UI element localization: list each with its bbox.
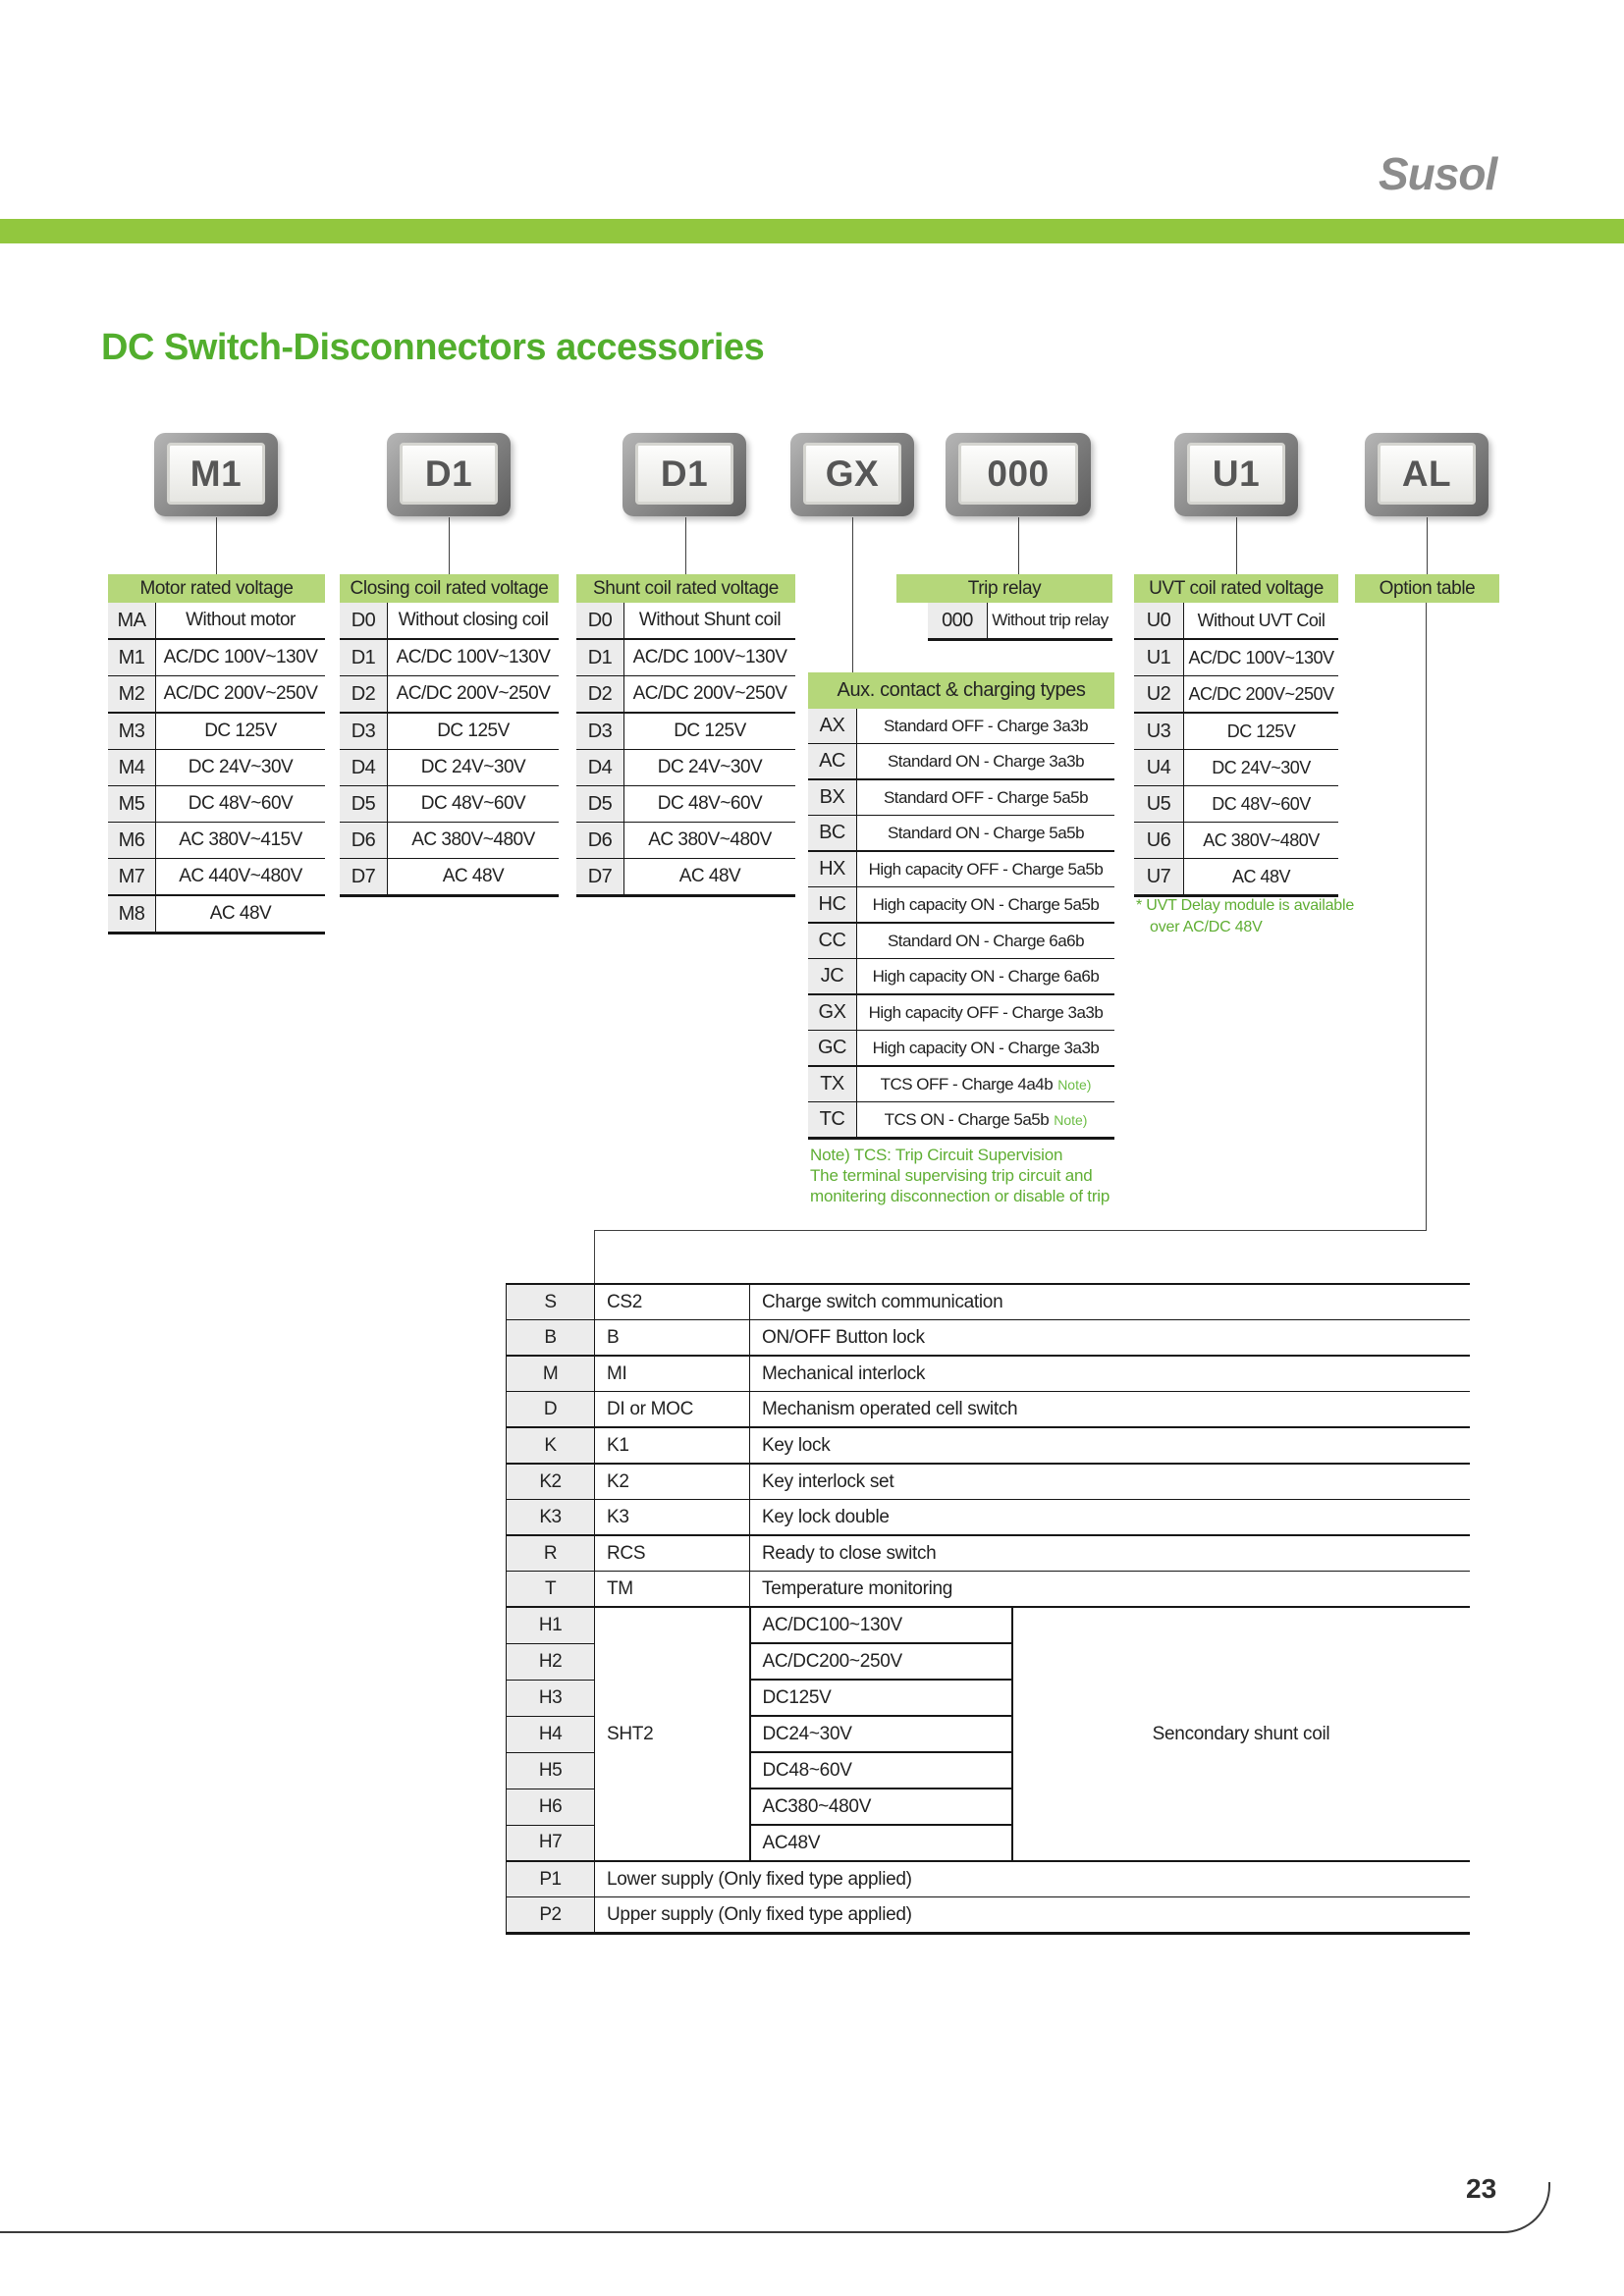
- tcs-note-line: The terminal supervising trip circuit and: [810, 1166, 1093, 1185]
- keycap-motor: [154, 433, 278, 516]
- row-code: M7: [108, 859, 156, 894]
- option-volt-cell: DC48~60V: [750, 1752, 1012, 1789]
- option-volt-cell: AC/DC200~250V: [750, 1643, 1012, 1680]
- table-row: [576, 714, 795, 750]
- row-code: M8: [108, 896, 156, 932]
- row-code: D5: [576, 786, 624, 822]
- row-code: M6: [108, 823, 156, 858]
- row-code: D3: [576, 714, 624, 749]
- table-row: [1134, 603, 1338, 640]
- table-row: [576, 750, 795, 786]
- option-abbr-cell: MI: [595, 1356, 750, 1392]
- option-code-cell: P1: [507, 1861, 595, 1897]
- table-row: [808, 1102, 1114, 1140]
- option-desc-cell: Key lock: [750, 1427, 1470, 1464]
- row-value: AC/DC 100V~130V: [396, 647, 551, 667]
- option-row: [507, 1464, 1470, 1500]
- keycap-label: D1: [424, 453, 473, 494]
- row-value: Standard ON - Charge 6a6b: [887, 931, 1085, 950]
- row-code: D2: [576, 676, 624, 712]
- row-value: Without closing coil: [398, 610, 549, 630]
- keycap-aux-contact: [790, 433, 914, 516]
- tcs-note-line: monitering disconnection or disable of trip: [810, 1187, 1110, 1205]
- option-code-cell: D: [507, 1392, 595, 1428]
- table-row: [108, 786, 325, 823]
- row-code: M1: [108, 640, 156, 675]
- option-code-cell: H3: [507, 1680, 595, 1716]
- connector-line: [594, 1230, 1427, 1231]
- table-row: [808, 709, 1114, 744]
- option-code-cell: H4: [507, 1716, 595, 1752]
- table-row: [576, 823, 795, 859]
- row-value: AC/DC 200V~250V: [632, 683, 787, 704]
- row-code: AC: [808, 744, 857, 778]
- row-value: Standard OFF - Charge 5a5b: [883, 787, 1089, 807]
- table-row: [340, 750, 559, 786]
- option-table-grid: [506, 1283, 1470, 1935]
- option-code-cell: H5: [507, 1752, 595, 1789]
- option-row: [507, 1284, 1470, 1320]
- uvt-note-line: over AC/DC 48V: [1150, 919, 1263, 935]
- row-value: TCS ON - Charge 5a5b Note): [884, 1109, 1088, 1129]
- trip-relay-table-header: Trip relay: [896, 574, 1112, 603]
- option-code-cell: T: [507, 1572, 595, 1608]
- option-pdesc-cell: Upper supply (Only fixed type applied): [595, 1897, 1470, 1934]
- row-value: Without trip relay: [992, 611, 1109, 629]
- table-row: [808, 1031, 1114, 1067]
- row-code: U6: [1134, 823, 1184, 858]
- row-code: TC: [808, 1102, 857, 1137]
- row-value: High capacity OFF - Charge 3a3b: [868, 1002, 1104, 1022]
- connector-line: [1018, 517, 1019, 574]
- option-desc-cell: Key lock double: [750, 1500, 1470, 1536]
- row-code: D7: [340, 859, 388, 894]
- option-desc-cell: Temperature monitoring: [750, 1572, 1470, 1608]
- row-code: D4: [576, 750, 624, 785]
- row-value: Standard ON - Charge 3a3b: [887, 751, 1085, 771]
- row-value: DC 48V~60V: [420, 793, 526, 814]
- option-code-cell: H2: [507, 1643, 595, 1680]
- aux-contact-table-header: Aux. contact & charging types: [808, 672, 1114, 709]
- table-row: [1134, 750, 1338, 786]
- option-row: [507, 1535, 1470, 1572]
- row-value: Without Shunt coil: [638, 610, 782, 630]
- row-code: U2: [1134, 676, 1184, 712]
- keycap-label: 000: [987, 453, 1050, 494]
- connector-line: [1236, 517, 1237, 574]
- uvt-note: [1136, 895, 1354, 938]
- option-volt-cell: AC48V: [750, 1825, 1012, 1861]
- row-value: Standard ON - Charge 5a5b: [887, 823, 1085, 842]
- row-code: U1: [1134, 640, 1184, 675]
- table-row: [1134, 714, 1338, 750]
- table-row: [808, 744, 1114, 780]
- table-row: [340, 823, 559, 859]
- row-value: AC 48V: [678, 866, 741, 886]
- row-code: TX: [808, 1067, 857, 1101]
- keycap-face: [400, 443, 498, 505]
- row-value: AC 440V~480V: [179, 866, 302, 886]
- option-abbr-cell: K1: [595, 1427, 750, 1464]
- row-code: GX: [808, 995, 857, 1030]
- option-row: [507, 1320, 1470, 1357]
- tcs-note: [810, 1145, 1110, 1206]
- table-row: [928, 603, 1112, 641]
- row-value: Standard OFF - Charge 3a3b: [883, 716, 1089, 735]
- shunt-coil-table-rows: [576, 603, 795, 897]
- option-abbr-cell: RCS: [595, 1535, 750, 1572]
- row-code: U7: [1134, 859, 1184, 894]
- closing-coil-table-header: Closing coil rated voltage: [340, 574, 559, 603]
- option-pdesc-cell: Lower supply (Only fixed type applied): [595, 1861, 1470, 1897]
- table-row: [1134, 676, 1338, 714]
- row-value: AC/DC 100V~130V: [632, 647, 787, 667]
- table-row: [340, 603, 559, 640]
- row-value: DC 125V: [204, 721, 277, 741]
- row-code: D1: [576, 640, 624, 675]
- shunt-coil-table-header: Shunt coil rated voltage: [576, 574, 795, 603]
- table-row: [1134, 786, 1338, 823]
- option-abbr-cell: K2: [595, 1464, 750, 1500]
- option-code-cell: K3: [507, 1500, 595, 1536]
- row-code: D0: [340, 603, 388, 638]
- table-row: [340, 786, 559, 823]
- table-row: [808, 780, 1114, 816]
- keycap-label: U1: [1212, 453, 1261, 494]
- keycap-closing-coil: [387, 433, 511, 516]
- table-row: [108, 676, 325, 714]
- row-code: GC: [808, 1031, 857, 1065]
- row-value: High capacity ON - Charge 3a3b: [872, 1038, 1100, 1057]
- row-code: D7: [576, 859, 624, 894]
- table-row: [108, 823, 325, 859]
- option-desc-cell: Key interlock set: [750, 1464, 1470, 1500]
- row-code: HX: [808, 852, 857, 886]
- row-value: DC 24V~30V: [420, 757, 526, 777]
- table-row: [576, 859, 795, 897]
- keycap-option: [1365, 433, 1489, 516]
- option-abbr-cell: DI or MOC: [595, 1392, 750, 1428]
- connector-line: [449, 517, 450, 574]
- option-row: [507, 1392, 1470, 1428]
- table-row: [808, 959, 1114, 995]
- row-value: DC 125V: [437, 721, 510, 741]
- keycap-face: [1187, 443, 1285, 505]
- table-row: [576, 603, 795, 640]
- connector-line: [685, 517, 686, 574]
- table-row: [808, 924, 1114, 959]
- uvt-coil-table-header: UVT coil rated voltage: [1134, 574, 1338, 603]
- row-value: AC 48V: [442, 866, 505, 886]
- keycap-label: D1: [660, 453, 709, 494]
- option-code-cell: K2: [507, 1464, 595, 1500]
- row-code: D6: [576, 823, 624, 858]
- option-row: [507, 1897, 1470, 1934]
- option-code-cell: R: [507, 1535, 595, 1572]
- row-value: AC/DC 100V~130V: [163, 647, 318, 667]
- option-row: [507, 1500, 1470, 1536]
- keycap-face: [958, 443, 1078, 505]
- row-code: D5: [340, 786, 388, 822]
- table-row: [808, 1067, 1114, 1102]
- row-code: D3: [340, 714, 388, 749]
- option-desc-cell: Charge switch communication: [750, 1284, 1470, 1320]
- table-row: [576, 676, 795, 714]
- row-value: DC 24V~30V: [657, 757, 763, 777]
- page-number: 23: [1466, 2173, 1497, 2204]
- table-row: [340, 859, 559, 897]
- row-code: JC: [808, 959, 857, 993]
- trip-relay-table-rows: [928, 603, 1112, 641]
- option-abbr-cell: SHT2: [595, 1607, 750, 1861]
- table-row: [108, 896, 325, 934]
- row-code: 000: [928, 603, 988, 638]
- option-detail-table: [506, 1283, 1470, 1935]
- option-abbr-cell: B: [595, 1320, 750, 1357]
- row-code: M3: [108, 714, 156, 749]
- row-code: BX: [808, 780, 857, 815]
- option-table-header-bar: [1355, 574, 1499, 603]
- row-code: MA: [108, 603, 156, 638]
- connector-line: [216, 517, 217, 574]
- table-row: [808, 995, 1114, 1031]
- page-corner-rule: [0, 2182, 1550, 2233]
- option-code-cell: K: [507, 1427, 595, 1464]
- row-value: High capacity ON - Charge 6a6b: [872, 966, 1100, 986]
- option-desc-cell: Mechanical interlock: [750, 1356, 1470, 1392]
- shunt-coil-table: [576, 574, 795, 897]
- row-value: AC 380V~480V: [1203, 829, 1320, 850]
- keycap-face: [1378, 443, 1476, 505]
- row-value: TCS OFF - Charge 4a4b Note): [880, 1074, 1092, 1094]
- closing-coil-table-rows: [340, 603, 559, 897]
- table-row: [808, 887, 1114, 924]
- row-value: DC 125V: [1226, 721, 1296, 741]
- row-code: M5: [108, 786, 156, 822]
- table-row: [1134, 859, 1338, 897]
- row-code: HC: [808, 887, 857, 922]
- option-code-cell: P2: [507, 1897, 595, 1934]
- keycap-label: M1: [189, 453, 243, 494]
- connector-line: [1426, 603, 1427, 1231]
- option-code-cell: H1: [507, 1607, 595, 1643]
- row-value: AC/DC 200V~250V: [1188, 683, 1334, 704]
- note-marker: Note): [1054, 1111, 1088, 1128]
- option-code-cell: H7: [507, 1825, 595, 1861]
- motor-table-rows: [108, 603, 325, 934]
- table-row: [108, 714, 325, 750]
- keycap-shunt-coil: [623, 433, 746, 516]
- option-code-cell: B: [507, 1320, 595, 1357]
- keycap-label: GX: [825, 453, 880, 494]
- row-value: High capacity ON - Charge 5a5b: [872, 894, 1100, 914]
- row-code: U0: [1134, 603, 1184, 638]
- option-row: [507, 1607, 1470, 1643]
- row-value: Without UVT Coil: [1197, 610, 1326, 630]
- row-code: D0: [576, 603, 624, 638]
- closing-coil-table: [340, 574, 559, 897]
- option-abbr-cell: K3: [595, 1500, 750, 1536]
- connector-line: [1427, 517, 1428, 574]
- row-value: AC/DC 200V~250V: [163, 683, 318, 704]
- table-row: [340, 714, 559, 750]
- row-value: AC 380V~415V: [179, 829, 302, 850]
- note-marker: Note): [1057, 1076, 1092, 1093]
- row-value: High capacity OFF - Charge 5a5b: [868, 859, 1104, 879]
- keycap-trip-relay: [946, 433, 1091, 516]
- brand-logo: Susol: [1379, 148, 1497, 199]
- motor-table: [108, 574, 325, 934]
- table-row: [576, 786, 795, 823]
- option-abbr-cell: TM: [595, 1572, 750, 1608]
- row-value: Without motor: [186, 610, 296, 630]
- table-row: [108, 859, 325, 896]
- motor-table-header: Motor rated voltage: [108, 574, 325, 603]
- row-value: DC 24V~30V: [1212, 757, 1311, 777]
- table-row: [340, 676, 559, 714]
- option-volt-cell: AC380~480V: [750, 1789, 1012, 1825]
- keycap-uvt-coil: [1174, 433, 1298, 516]
- keycap-face: [803, 443, 901, 505]
- option-row: [507, 1861, 1470, 1897]
- row-value: DC 48V~60V: [1212, 793, 1311, 814]
- row-code: BC: [808, 816, 857, 850]
- option-volt-cell: DC24~30V: [750, 1716, 1012, 1752]
- table-row: [1134, 640, 1338, 676]
- option-row: [507, 1427, 1470, 1464]
- keycap-face: [167, 443, 265, 505]
- table-row: [808, 816, 1114, 852]
- option-row: [507, 1572, 1470, 1608]
- trip-relay-header-bar: [896, 574, 1112, 603]
- page-title: DC Switch-Disconnectors accessories: [101, 327, 765, 368]
- row-value: DC 125V: [674, 721, 746, 741]
- row-code: AX: [808, 709, 857, 743]
- uvt-coil-table: [1134, 574, 1338, 897]
- row-code: D2: [340, 676, 388, 712]
- option-volt-cell: DC125V: [750, 1680, 1012, 1716]
- keycap-face: [635, 443, 733, 505]
- row-value: AC 380V~480V: [411, 829, 535, 850]
- row-code: M2: [108, 676, 156, 712]
- option-table-header: Option table: [1355, 574, 1499, 603]
- option-desc-cell: ON/OFF Button lock: [750, 1320, 1470, 1357]
- aux-contact-table: [808, 672, 1114, 1140]
- row-value: AC 48V: [209, 903, 272, 924]
- connector-line: [594, 1230, 595, 1283]
- table-row: [576, 640, 795, 676]
- top-accent-bar: [0, 219, 1624, 243]
- option-abbr-cell: CS2: [595, 1284, 750, 1320]
- row-code: M4: [108, 750, 156, 785]
- row-code: U4: [1134, 750, 1184, 785]
- row-value: AC/DC 100V~130V: [1188, 647, 1334, 667]
- option-desc-cell: Ready to close switch: [750, 1535, 1470, 1572]
- tcs-note-line: Note) TCS: Trip Circuit Supervision: [810, 1146, 1063, 1164]
- row-value: AC 48V: [1231, 866, 1291, 886]
- row-code: U5: [1134, 786, 1184, 822]
- option-desc2-cell: Sencondary shunt coil: [1012, 1607, 1470, 1861]
- option-code-cell: M: [507, 1356, 595, 1392]
- row-value: AC 380V~480V: [648, 829, 772, 850]
- row-value: DC 48V~60V: [657, 793, 763, 814]
- uvt-note-line: * UVT Delay module is available: [1136, 897, 1355, 914]
- table-row: [108, 640, 325, 676]
- option-row: [507, 1356, 1470, 1392]
- option-code-cell: H6: [507, 1789, 595, 1825]
- table-row: [808, 852, 1114, 887]
- row-code: U3: [1134, 714, 1184, 749]
- aux-contact-table-rows: [808, 709, 1114, 1140]
- table-row: [108, 750, 325, 786]
- trip-relay-table: [928, 603, 1112, 641]
- row-code: D4: [340, 750, 388, 785]
- option-desc-cell: Mechanism operated cell switch: [750, 1392, 1470, 1428]
- row-code: D6: [340, 823, 388, 858]
- row-code: CC: [808, 924, 857, 958]
- row-value: DC 48V~60V: [188, 793, 294, 814]
- option-volt-cell: AC/DC100~130V: [750, 1607, 1012, 1643]
- table-row: [1134, 823, 1338, 859]
- connector-line: [852, 517, 853, 673]
- row-value: AC/DC 200V~250V: [396, 683, 551, 704]
- option-code-cell: S: [507, 1284, 595, 1320]
- uvt-coil-table-rows: [1134, 603, 1338, 897]
- keycap-label: AL: [1401, 453, 1452, 494]
- row-code: D1: [340, 640, 388, 675]
- table-row: [108, 603, 325, 640]
- table-row: [340, 640, 559, 676]
- row-value: DC 24V~30V: [188, 757, 294, 777]
